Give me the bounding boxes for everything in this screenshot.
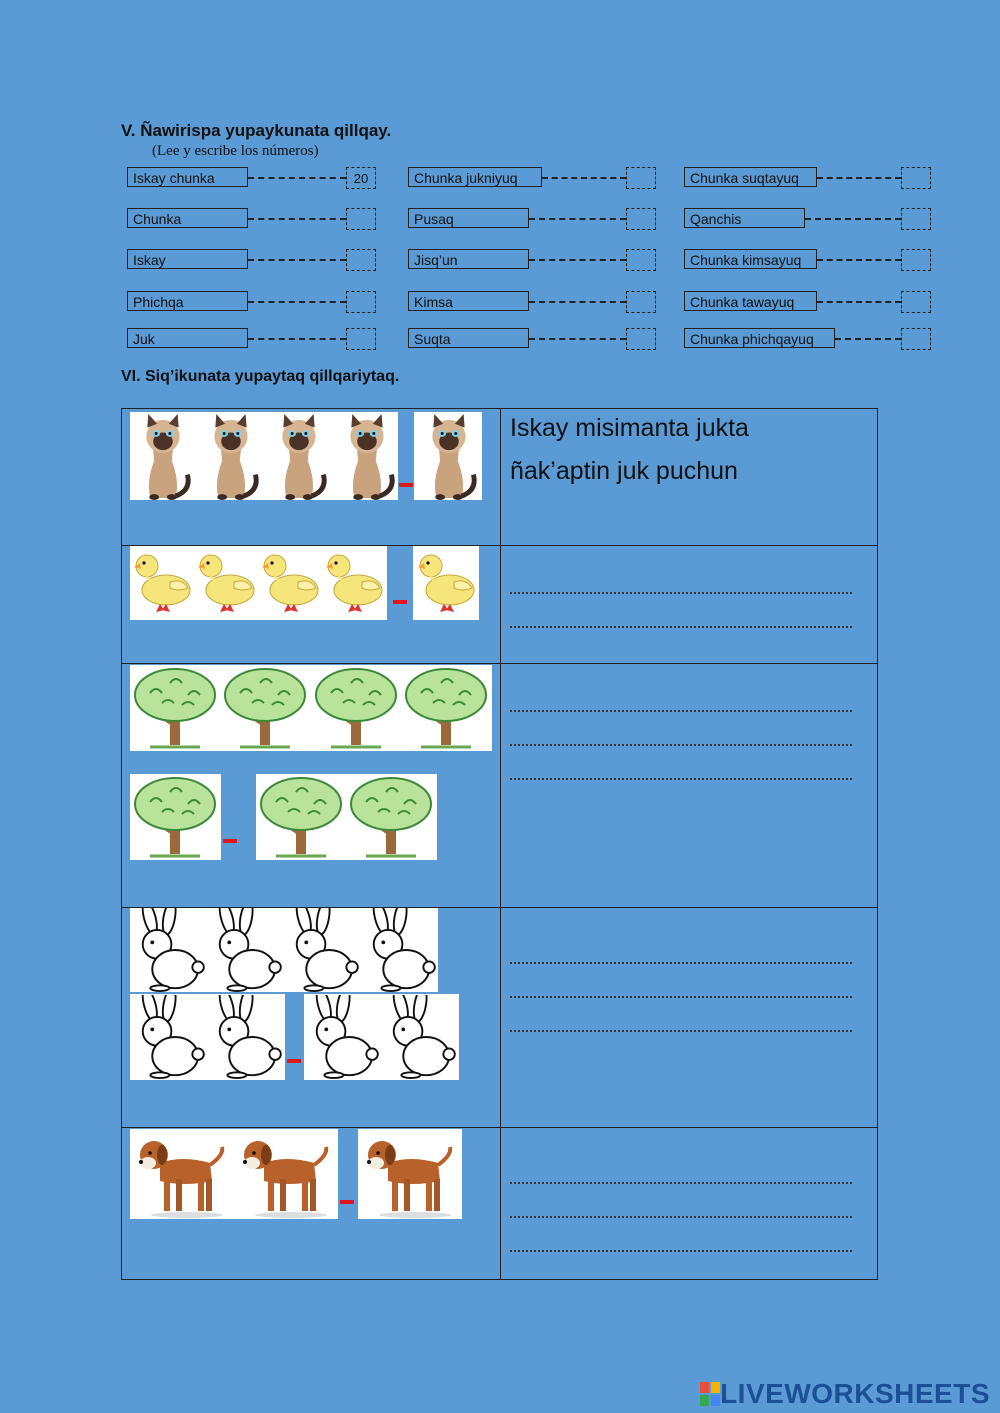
column-divider bbox=[500, 664, 501, 907]
dash-connector bbox=[529, 301, 626, 303]
number-word-label: Phichqa bbox=[127, 291, 248, 311]
section-5-subtitle: (Lee y escribe los números) bbox=[152, 143, 319, 159]
table-row bbox=[122, 409, 877, 546]
number-answer-input[interactable] bbox=[901, 208, 931, 230]
number-row bbox=[127, 249, 379, 271]
answer-line-2: ñak’aptin juk puchun bbox=[510, 457, 738, 485]
answer-line[interactable] bbox=[510, 778, 852, 780]
dash-connector bbox=[835, 338, 901, 340]
answer-line[interactable] bbox=[510, 1250, 852, 1252]
column-divider bbox=[500, 546, 501, 663]
number-row bbox=[127, 208, 379, 230]
number-answer-input[interactable] bbox=[901, 328, 931, 350]
rabbits-pair-image bbox=[304, 994, 459, 1080]
number-answer-input[interactable] bbox=[346, 249, 376, 271]
number-row bbox=[408, 249, 660, 271]
number-row bbox=[684, 208, 936, 230]
dash-connector bbox=[529, 259, 626, 261]
number-word-label: Chunka tawayuq bbox=[684, 291, 817, 311]
number-answer-input[interactable] bbox=[346, 328, 376, 350]
cats-group-image bbox=[130, 412, 398, 500]
number-row bbox=[127, 291, 379, 313]
number-answer-input[interactable] bbox=[901, 167, 931, 189]
tree-image bbox=[130, 774, 221, 860]
dash-connector bbox=[248, 259, 346, 261]
column-divider bbox=[500, 1128, 501, 1279]
column-divider bbox=[500, 409, 501, 545]
section-5-title: V. Ñawirispa yupaykunata qillqay. bbox=[121, 121, 392, 140]
number-row bbox=[408, 167, 660, 189]
answer-line[interactable] bbox=[510, 996, 852, 998]
dash-connector bbox=[529, 218, 626, 220]
table-row bbox=[122, 664, 877, 908]
minus-sign bbox=[287, 1059, 301, 1063]
dash-connector bbox=[248, 177, 346, 179]
exercise-table bbox=[121, 408, 878, 1280]
number-word-label: Chunka suqtayuq bbox=[684, 167, 817, 187]
answer-line[interactable] bbox=[510, 592, 852, 594]
number-word-label: Chunka kimsayuq bbox=[684, 249, 817, 269]
number-row bbox=[408, 328, 660, 350]
number-answer-input[interactable] bbox=[346, 167, 376, 189]
minus-sign bbox=[223, 839, 237, 843]
number-answer-input[interactable] bbox=[626, 328, 656, 350]
minus-sign bbox=[393, 600, 407, 604]
liveworksheets-logo-icon bbox=[700, 1382, 720, 1406]
dash-connector bbox=[817, 177, 901, 179]
column-divider bbox=[500, 908, 501, 1127]
trees-pair-image bbox=[256, 774, 437, 860]
brand-name[interactable]: LIVEWORKSHEETS bbox=[720, 1378, 990, 1409]
number-row bbox=[408, 291, 660, 313]
number-answer-input[interactable] bbox=[346, 208, 376, 230]
minus-sign bbox=[399, 483, 413, 487]
dash-connector bbox=[817, 259, 901, 261]
answer-line[interactable] bbox=[510, 626, 852, 628]
cat-image bbox=[414, 412, 482, 500]
dogs-group-image bbox=[130, 1129, 338, 1219]
answer-line[interactable] bbox=[510, 1182, 852, 1184]
duck-image bbox=[413, 546, 479, 620]
rabbits-row-image bbox=[130, 908, 438, 992]
number-row bbox=[684, 249, 936, 271]
dash-connector bbox=[817, 301, 901, 303]
number-word-label: Chunka phichqayuq bbox=[684, 328, 835, 348]
answer-line-1: Iskay misimanta jukta bbox=[510, 414, 749, 442]
answer-line[interactable] bbox=[510, 1030, 852, 1032]
trees-group-image bbox=[130, 665, 492, 751]
number-word-label: Kimsa bbox=[408, 291, 529, 311]
number-word-label: Qanchis bbox=[684, 208, 805, 228]
number-answer-input[interactable] bbox=[626, 249, 656, 271]
dash-connector bbox=[805, 218, 901, 220]
table-row bbox=[122, 546, 877, 664]
answer-line[interactable] bbox=[510, 1216, 852, 1218]
rabbits-pair-image bbox=[130, 994, 285, 1080]
number-answer-input[interactable] bbox=[626, 291, 656, 313]
number-answer-input[interactable] bbox=[901, 249, 931, 271]
answer-text bbox=[510, 407, 749, 493]
dash-connector bbox=[529, 338, 626, 340]
number-row bbox=[684, 328, 936, 350]
section-6-title: VI. Siq’ikunata yupaytaq qillqariytaq. bbox=[121, 368, 400, 385]
number-word-label: Chunka jukniyuq bbox=[408, 167, 542, 187]
dash-connector bbox=[248, 218, 346, 220]
table-row bbox=[122, 908, 877, 1128]
answer-line[interactable] bbox=[510, 744, 852, 746]
number-answer-input[interactable] bbox=[626, 208, 656, 230]
number-row bbox=[408, 208, 660, 230]
number-word-label: Jisq’un bbox=[408, 249, 529, 269]
answer-line[interactable] bbox=[510, 962, 852, 964]
dash-connector bbox=[542, 177, 626, 179]
number-word-label: Iskay bbox=[127, 249, 248, 269]
number-word-label: Juk bbox=[127, 328, 248, 348]
number-row bbox=[127, 328, 379, 350]
dash-connector bbox=[248, 301, 346, 303]
number-word-label: Pusaq bbox=[408, 208, 529, 228]
number-word-label: Suqta bbox=[408, 328, 529, 348]
answer-line[interactable] bbox=[510, 710, 852, 712]
number-row bbox=[684, 291, 936, 313]
number-answer-input[interactable] bbox=[901, 291, 931, 313]
number-row bbox=[127, 167, 379, 189]
ducks-group-image bbox=[130, 546, 387, 620]
dash-connector bbox=[248, 338, 346, 340]
number-word-label: Chunka bbox=[127, 208, 248, 228]
minus-sign bbox=[340, 1200, 354, 1204]
number-word-label: Iskay chunka bbox=[127, 167, 248, 187]
number-answer-input[interactable] bbox=[346, 291, 376, 313]
dog-image bbox=[358, 1129, 462, 1219]
number-answer-input[interactable] bbox=[626, 167, 656, 189]
number-row bbox=[684, 167, 936, 189]
table-row bbox=[122, 1128, 877, 1279]
